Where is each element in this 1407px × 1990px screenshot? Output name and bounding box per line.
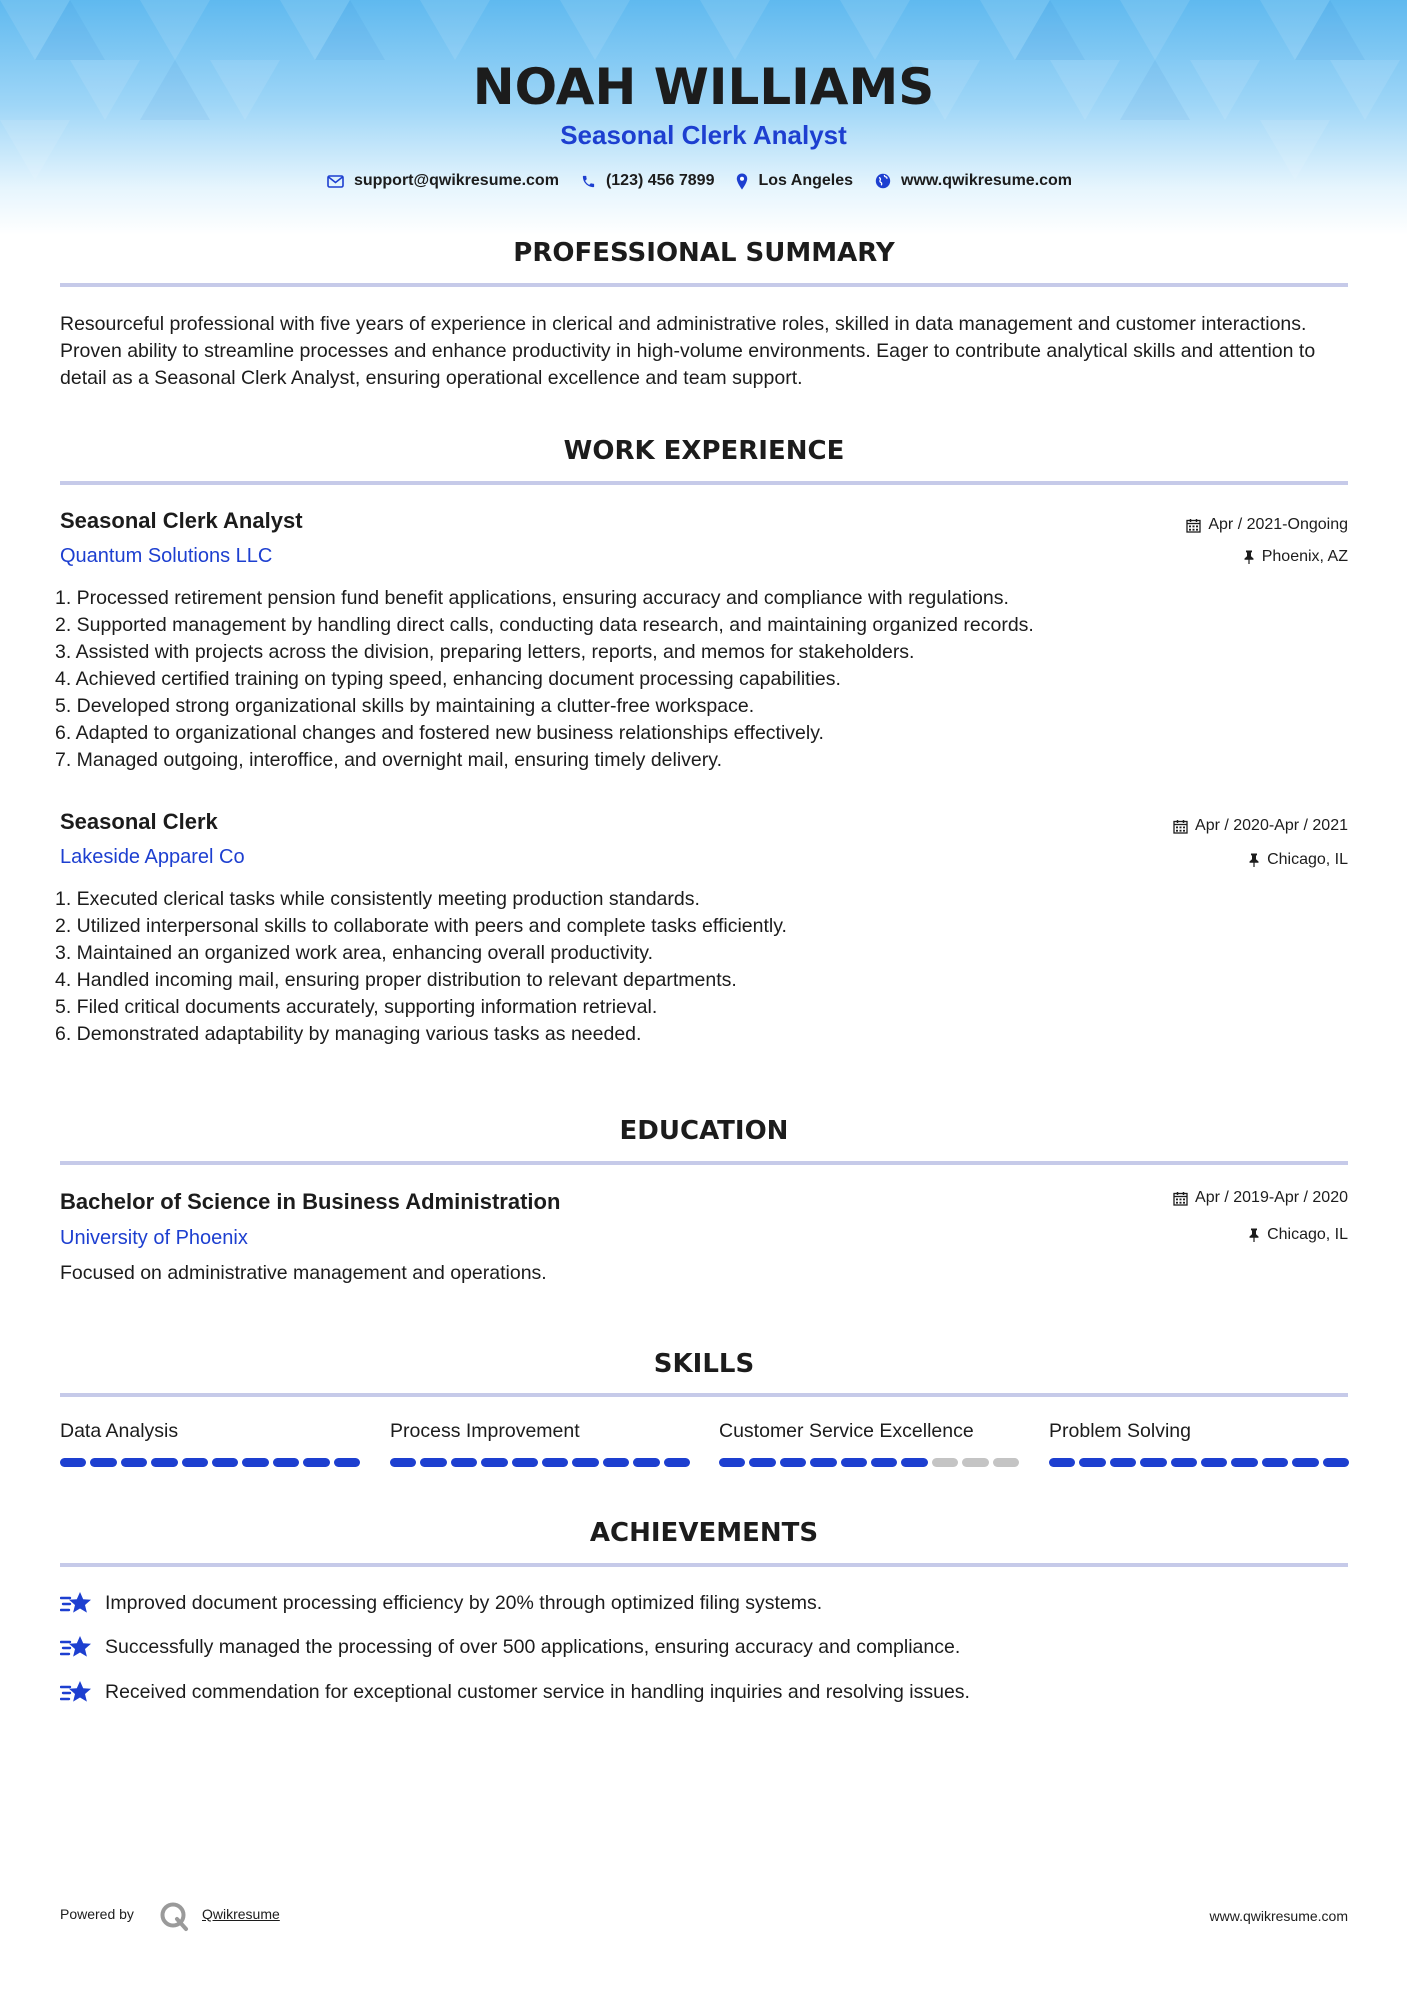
- job-1-location: [1243, 548, 1348, 566]
- skill-segment-filled: [633, 1458, 659, 1467]
- list-item: 5. Filed critical documents accurately, supporting information retrieval.: [55, 996, 658, 1018]
- skill-label: Problem Solving: [1049, 1420, 1191, 1442]
- job-2-dates: [1173, 817, 1348, 835]
- skill-segment-empty: [993, 1458, 1019, 1467]
- phone-icon: [581, 174, 596, 189]
- qwikresume-logo-icon: [158, 1900, 190, 1932]
- skill-segment-filled: [512, 1458, 538, 1467]
- skill-segment-filled: [1049, 1458, 1075, 1467]
- calendar-icon: [1173, 1191, 1188, 1206]
- skill-rating-bar: [390, 1458, 690, 1467]
- skill-segment-filled: [390, 1458, 416, 1467]
- list-item: 7. Managed outgoing, interoffice, and overnight mail, ensuring timely delivery.: [55, 749, 722, 771]
- list-item: 5. Developed strong organizational skills by maintaining a clutter-free workspace.: [55, 695, 755, 717]
- achievement-text: Successfully managed the processing of over 500 applications, ensuring accuracy and compliance.: [105, 1635, 961, 1658]
- skill-label: Data Analysis: [60, 1420, 179, 1442]
- achievement-text: Improved document processing efficiency by 20% through optimized filing systems.: [105, 1591, 823, 1614]
- skill-segment-filled: [481, 1458, 507, 1467]
- education-description: Focused on administrative management and operations.: [60, 1262, 547, 1284]
- job-2-title: Seasonal Clerk: [60, 809, 218, 834]
- map-pin-icon: [736, 173, 748, 190]
- list-item: 6. Demonstrated adaptability by managing various tasks as needed.: [55, 1023, 642, 1045]
- achievement-item: [60, 1589, 822, 1617]
- summary-heading: PROFESSIONAL SUMMARY: [513, 238, 895, 268]
- list-item: 1. Processed retirement pension fund benefit applications, ensuring accuracy and compliance with regulations.: [55, 587, 1009, 609]
- list-item: 2. Supported management by handling direct calls, conducting data research, and maintaining organized records.: [55, 614, 1034, 636]
- header-banner: [0, 0, 1407, 235]
- skill-segment-empty: [962, 1458, 988, 1467]
- education-location: [1248, 1226, 1348, 1244]
- job-1-title: Seasonal Clerk Analyst: [60, 508, 303, 533]
- skill-segment-filled: [1140, 1458, 1166, 1467]
- skill-segment-filled: [1231, 1458, 1257, 1467]
- skill-item: [60, 1420, 360, 1443]
- job-1-responsibilities: [55, 585, 1345, 774]
- candidate-name: NOAH WILLIAMS: [472, 58, 935, 116]
- job-1-dates: [1186, 516, 1348, 534]
- education-location-text: Chicago, IL: [1267, 1226, 1348, 1243]
- triangle-pattern-decoration: [0, 0, 1407, 235]
- skill-rating-bar: [1049, 1458, 1349, 1467]
- qwikresume-link[interactable]: Qwikresume: [202, 1906, 280, 1922]
- skills-list: [60, 1420, 1350, 1480]
- contact-website[interactable]: [875, 172, 1072, 190]
- skill-segment-filled: [182, 1458, 208, 1467]
- achievement-item: [60, 1633, 960, 1661]
- footer-website[interactable]: www.qwikresume.com: [1209, 1908, 1348, 1924]
- experience-heading: WORK EXPERIENCE: [563, 436, 845, 466]
- education-heading: EDUCATION: [619, 1116, 789, 1146]
- skill-label: Process Improvement: [390, 1420, 580, 1442]
- skill-segment-filled: [1079, 1458, 1105, 1467]
- globe-icon: [875, 173, 891, 189]
- job-2-location-text: Chicago, IL: [1267, 851, 1348, 868]
- skill-segment-filled: [212, 1458, 238, 1467]
- achievements-heading: ACHIEVEMENTS: [589, 1518, 819, 1548]
- skills-divider: [60, 1393, 1348, 1397]
- job-2-company: Lakeside Apparel Co: [60, 846, 245, 868]
- skill-segment-filled: [303, 1458, 329, 1467]
- skill-segment-filled: [60, 1458, 86, 1467]
- calendar-icon: [1173, 819, 1188, 834]
- envelope-icon: [327, 175, 344, 188]
- skill-rating-bar: [60, 1458, 360, 1467]
- contact-phone[interactable]: [581, 172, 715, 190]
- shooting-star-icon: [60, 1678, 93, 1706]
- skill-segment-filled: [542, 1458, 568, 1467]
- skill-segment-filled: [1292, 1458, 1318, 1467]
- skill-segment-filled: [334, 1458, 360, 1467]
- skill-segment-filled: [810, 1458, 836, 1467]
- list-item: 2. Utilized interpersonal skills to collaborate with peers and complete tasks efficiently.: [55, 915, 787, 937]
- phone-text: (123) 456 7899: [605, 172, 715, 189]
- skill-segment-filled: [1201, 1458, 1227, 1467]
- skills-heading: SKILLS: [653, 1349, 755, 1379]
- skill-segment-filled: [780, 1458, 806, 1467]
- list-item: 3. Maintained an organized work area, enhancing overall productivity.: [55, 942, 653, 964]
- job-2-dates-text: Apr / 2020-Apr / 2021: [1195, 817, 1348, 834]
- location-text: Los Angeles: [758, 172, 854, 189]
- list-item: 6. Adapted to organizational changes and fostered new business relationships effectively.: [55, 722, 824, 744]
- skill-item: [1049, 1420, 1349, 1443]
- list-item: 4. Handled incoming mail, ensuring proper distribution to relevant departments.: [55, 969, 737, 991]
- skill-segment-filled: [451, 1458, 477, 1467]
- skill-segment-filled: [121, 1458, 147, 1467]
- skill-rating-bar: [719, 1458, 1019, 1467]
- candidate-role: Seasonal Clerk Analyst: [560, 120, 847, 150]
- job-2-location: [1248, 851, 1348, 869]
- skill-segment-filled: [1262, 1458, 1288, 1467]
- job-2-responsibilities: [55, 886, 1345, 1048]
- contact-bar: [0, 172, 1407, 190]
- skill-segment-filled: [749, 1458, 775, 1467]
- experience-divider: [60, 481, 1348, 485]
- achievement-text: Received commendation for exceptional customer service in handling inquiries and resolving issues.: [105, 1680, 970, 1703]
- pushpin-icon: [1243, 550, 1255, 564]
- education-divider: [60, 1161, 1348, 1165]
- skill-segment-empty: [932, 1458, 958, 1467]
- education-dates: [1173, 1189, 1348, 1207]
- skill-segment-filled: [603, 1458, 629, 1467]
- website-text: www.qwikresume.com: [901, 172, 1073, 189]
- job-1-dates-text: Apr / 2021-Ongoing: [1208, 516, 1348, 533]
- skill-segment-filled: [901, 1458, 927, 1467]
- achievement-item: [60, 1678, 970, 1706]
- skill-segment-filled: [664, 1458, 690, 1467]
- powered-by-label: Powered by: [60, 1906, 134, 1922]
- achievements-divider: [60, 1563, 1348, 1567]
- contact-location: [736, 172, 853, 190]
- skill-item: [719, 1420, 1019, 1443]
- skill-segment-filled: [242, 1458, 268, 1467]
- skill-segment-filled: [719, 1458, 745, 1467]
- contact-email[interactable]: [327, 172, 559, 190]
- skill-segment-filled: [90, 1458, 116, 1467]
- education-degree: Bachelor of Science in Business Administration: [60, 1189, 561, 1214]
- summary-text: Resourceful professional with five years of experience in clerical and administrative roles, skilled in data management and customer interactions. Proven ability to streamline processes and enhance productivity in high-volume environments. Eager to contribute analytical skills and attention to detail as a Seasonal Clerk Analyst, ensuring operational excellence and team support.: [60, 313, 1316, 389]
- skill-segment-filled: [572, 1458, 598, 1467]
- skill-segment-filled: [1110, 1458, 1136, 1467]
- skill-segment-filled: [871, 1458, 897, 1467]
- list-item: 3. Assisted with projects across the division, preparing letters, reports, and memos for stakeholders.: [55, 641, 915, 663]
- email-text: support@qwikresume.com: [353, 172, 559, 189]
- skill-label: Customer Service Excellence: [719, 1420, 974, 1442]
- job-1-location-text: Phoenix, AZ: [1261, 548, 1348, 565]
- skill-segment-filled: [841, 1458, 867, 1467]
- summary-divider: [60, 283, 1348, 287]
- shooting-star-icon: [60, 1633, 93, 1661]
- footer: [60, 1900, 1348, 1934]
- list-item: 1. Executed clerical tasks while consistently meeting production standards.: [55, 888, 700, 910]
- education-dates-text: Apr / 2019-Apr / 2020: [1195, 1189, 1348, 1206]
- skill-item: [390, 1420, 690, 1443]
- list-item: 4. Achieved certified training on typing speed, enhancing document processing capabilities.: [55, 668, 841, 690]
- skill-segment-filled: [151, 1458, 177, 1467]
- pushpin-icon: [1248, 853, 1260, 867]
- skill-segment-filled: [273, 1458, 299, 1467]
- calendar-icon: [1186, 518, 1201, 533]
- pushpin-icon: [1248, 1228, 1260, 1242]
- shooting-star-icon: [60, 1589, 93, 1617]
- education-school: University of Phoenix: [60, 1227, 248, 1249]
- skill-segment-filled: [1171, 1458, 1197, 1467]
- job-1-company: Quantum Solutions LLC: [60, 545, 273, 567]
- skill-segment-filled: [420, 1458, 446, 1467]
- skill-segment-filled: [1323, 1458, 1349, 1467]
